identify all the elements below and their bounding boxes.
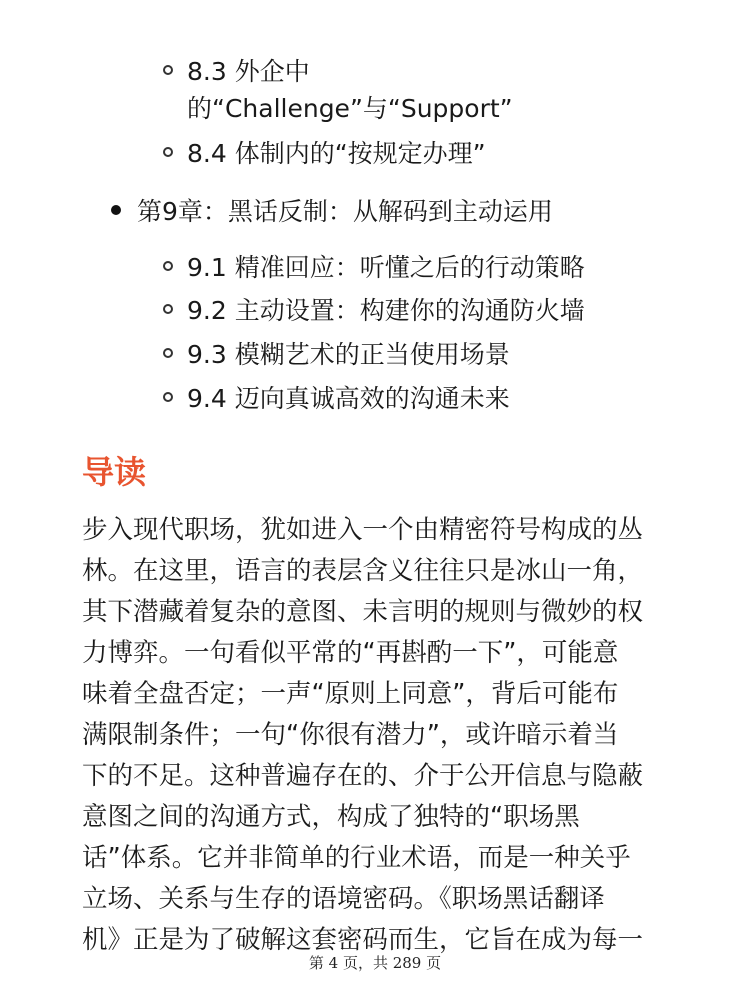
paragraph-line: 味着全盘否定；一声“原则上同意”，背后可能布 <box>82 679 619 709</box>
hollow-bullet-icon <box>163 392 173 402</box>
paragraph-line: 林。在这里，语言的表层含义往往只是冰山一角， <box>82 556 644 586</box>
toc-item-8-3[interactable] <box>163 53 513 127</box>
toc-item-label: 9.4 迈向真诚高效的沟通未来 <box>187 384 510 413</box>
toc-item-9-4[interactable] <box>163 380 510 417</box>
paragraph-line: 满限制条件；一句“你很有潜力”，或许暗示着当 <box>82 720 619 750</box>
toc-item-label-cont: 的“Challenge”与“Support” <box>187 94 513 123</box>
paragraph-line: 下的不足。这种普遍存在的、介于公开信息与隐蔽 <box>82 761 644 791</box>
toc-item-label: 8.4 体制内的“按规定办理” <box>187 139 486 168</box>
intro-paragraph <box>82 510 682 961</box>
paragraph-line: 力博弈。一句看似平常的“再斟酌一下”，可能意 <box>82 638 619 668</box>
toc-item-label: 9.1 精准回应：听懂之后的行动策略 <box>187 253 585 282</box>
paragraph-line: 意图之间的沟通方式，构成了独特的“职场黑 <box>82 802 580 832</box>
hollow-bullet-icon <box>163 304 173 314</box>
hollow-bullet-icon <box>163 65 173 75</box>
hollow-bullet-icon <box>163 261 173 271</box>
toc-item-label: 9.2 主动设置：构建你的沟通防火墙 <box>187 296 585 325</box>
toc-item-9-2[interactable] <box>163 292 585 329</box>
toc-chapter-label: 第9章：黑话反制：从解码到主动运用 <box>137 197 553 226</box>
toc-chapter-9[interactable] <box>111 193 553 230</box>
paragraph-line: 立场、关系与生存的语境密码。《职场黑话翻译 <box>82 884 605 914</box>
filled-bullet-icon <box>111 205 121 215</box>
toc-item-label: 9.3 模糊艺术的正当使用场景 <box>187 340 510 369</box>
hollow-bullet-icon <box>163 348 173 358</box>
paragraph-line: 步入现代职场，犹如进入一个由精密符号构成的丛 <box>82 515 644 545</box>
paragraph-line: 机》正是为了破解这套密码而生，它旨在成为每一 <box>82 925 644 955</box>
hollow-bullet-icon <box>163 147 173 157</box>
paragraph-line: 话”体系。它并非简单的行业术语，而是一种关乎 <box>82 843 631 873</box>
toc-item-9-1[interactable] <box>163 249 585 286</box>
section-heading: 导读 <box>82 453 147 491</box>
page-indicator: 第 4 页，共 289 页 <box>308 954 442 972</box>
toc-item-9-3[interactable] <box>163 336 510 373</box>
toc-item-8-4[interactable] <box>163 135 486 172</box>
toc-item-label: 8.3 外企中 <box>187 57 310 86</box>
paragraph-line: 其下潜藏着复杂的意图、未言明的规则与微妙的权 <box>82 597 644 627</box>
